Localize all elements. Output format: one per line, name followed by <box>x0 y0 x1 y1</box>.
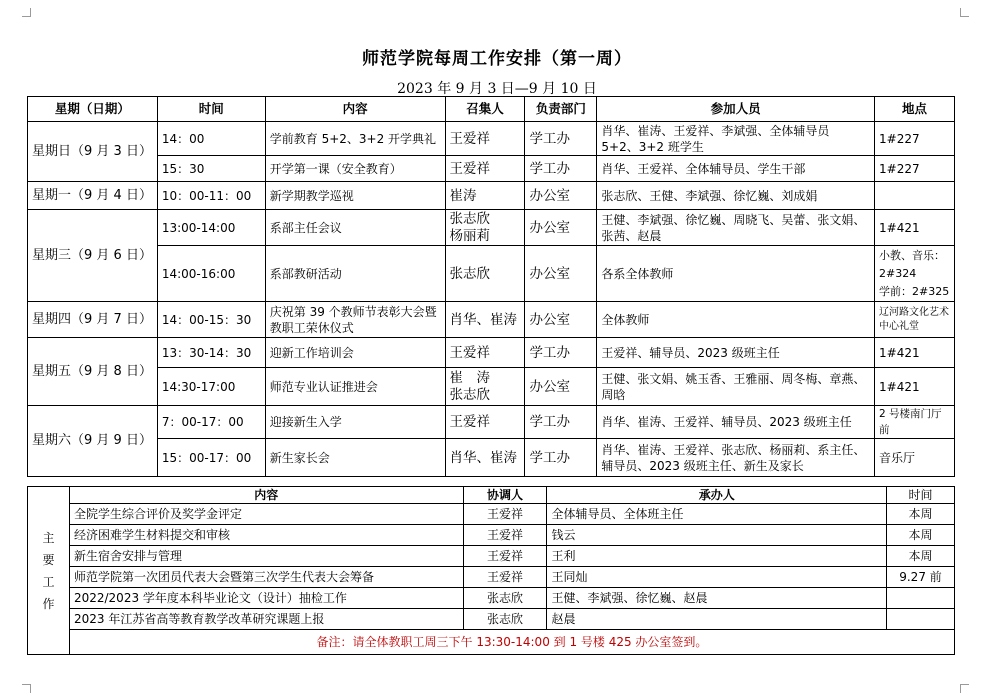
participants-cell: 全体教师 <box>597 302 875 338</box>
work-coordinator-cell: 王爱祥 <box>463 525 547 546</box>
location-cell: 1#421 <box>875 210 955 246</box>
table-row <box>28 210 955 246</box>
content-cell: 系部教研活动 <box>265 246 445 302</box>
participants-cell: 张志欣、王健、李斌强、徐忆巍、刘成娟 <box>597 182 875 210</box>
convener-cell: 肖华、崔涛 <box>445 302 525 338</box>
main-work-table <box>27 486 955 655</box>
department-cell: 办公室 <box>525 210 597 246</box>
location-cell: 音乐厅 <box>875 439 955 477</box>
location-cell: 1#421 <box>875 368 955 406</box>
time-cell: 13:00-14:00 <box>157 210 265 246</box>
work-header-content: 内容 <box>69 487 463 504</box>
work-time-cell: 本周 <box>887 504 955 525</box>
content-cell: 迎接新生入学 <box>265 406 445 439</box>
header-content: 内容 <box>265 97 445 122</box>
location-cell: 2 号楼南门厅前 <box>875 406 955 439</box>
table-row <box>28 439 955 477</box>
table-row <box>28 156 955 182</box>
content-cell: 庆祝第 39 个教师节表彰大会暨教职工荣休仪式 <box>265 302 445 338</box>
content-cell: 开学第一课（安全教育） <box>265 156 445 182</box>
work-content-cell: 2022/2023 学年度本科毕业论文（设计）抽检工作 <box>69 588 463 609</box>
participants-cell: 肖华、崔涛、王爱祥、辅导员、2023 级班主任 <box>597 406 875 439</box>
work-content-cell: 全院学生综合评价及奖学金评定 <box>69 504 463 525</box>
table-row <box>28 302 955 338</box>
header-location: 地点 <box>875 97 955 122</box>
table-row <box>28 246 955 302</box>
work-header-coordinator: 协调人 <box>463 487 547 504</box>
time-cell: 14:00-16:00 <box>157 246 265 302</box>
participants-cell: 王爱祥、辅导员、2023 级班主任 <box>597 338 875 368</box>
location-cell: 辽河路文化艺术中心礼堂 <box>875 302 955 338</box>
note-text: 备注：请全体教职工周三下午 13:30-14:00 到 1 号楼 425 办公室签到。 <box>69 630 954 655</box>
content-cell: 师范专业认证推进会 <box>265 368 445 406</box>
location-cell: 1#227 <box>875 156 955 182</box>
table-row <box>28 368 955 406</box>
participants-cell: 肖华、崔涛、王爱祥、李斌强、全体辅导员 5+2、3+2 班学生 <box>597 122 875 156</box>
main-work-label: 主要工作 <box>28 487 70 655</box>
time-cell: 15：00-17：00 <box>157 439 265 477</box>
department-cell: 办公室 <box>525 182 597 210</box>
participants-cell: 各系全体教师 <box>597 246 875 302</box>
department-cell: 学工办 <box>525 439 597 477</box>
work-content-cell: 师范学院第一次团员代表大会暨第三次学生代表大会筹备 <box>69 567 463 588</box>
corner-mark-top-left <box>22 8 31 17</box>
table-row <box>28 122 955 156</box>
department-cell: 学工办 <box>525 156 597 182</box>
corner-mark-bottom-left <box>22 684 31 693</box>
location-cell: 1#227 <box>875 122 955 156</box>
participants-cell: 王健、张文娟、姚玉香、王雅丽、周冬梅、章燕、周晗 <box>597 368 875 406</box>
day-cell: 星期三（9 月 6 日） <box>28 210 158 302</box>
header-convener: 召集人 <box>445 97 525 122</box>
time-cell: 7：00-17：00 <box>157 406 265 439</box>
schedule-header-row <box>28 97 955 122</box>
work-organizer-cell: 钱云 <box>547 525 887 546</box>
table-row <box>28 588 955 609</box>
work-coordinator-cell: 张志欣 <box>463 609 547 630</box>
time-cell: 10：00-11：00 <box>157 182 265 210</box>
table-row <box>28 182 955 210</box>
work-coordinator-cell: 张志欣 <box>463 588 547 609</box>
table-row <box>28 567 955 588</box>
time-cell: 14:30-17:00 <box>157 368 265 406</box>
day-cell: 星期一（9 月 4 日） <box>28 182 158 210</box>
content-cell: 新学期教学巡视 <box>265 182 445 210</box>
department-cell: 办公室 <box>525 246 597 302</box>
content-cell: 学前教育 5+2、3+2 开学典礼 <box>265 122 445 156</box>
work-content-cell: 2023 年江苏省高等教育教学改革研究课题上报 <box>69 609 463 630</box>
day-cell: 星期六（9 月 9 日） <box>28 406 158 477</box>
work-time-cell <box>887 588 955 609</box>
work-content-cell: 新生宿舍安排与管理 <box>69 546 463 567</box>
convener-cell: 王爱祥 <box>445 156 525 182</box>
participants-cell: 肖华、王爱祥、全体辅导员、学生干部 <box>597 156 875 182</box>
convener-cell: 崔涛 <box>445 182 525 210</box>
day-cell: 星期日（9 月 3 日） <box>28 122 158 182</box>
content-cell: 新生家长会 <box>265 439 445 477</box>
document-title: 师范学院每周工作安排（第一周） <box>362 49 632 69</box>
date-range: 2023 年 9 月 3 日—9 月 10 日 <box>397 81 597 97</box>
time-cell: 14：00 <box>157 122 265 156</box>
work-organizer-cell: 赵晨 <box>547 609 887 630</box>
work-time-cell: 本周 <box>887 546 955 567</box>
work-coordinator-cell: 王爱祥 <box>463 546 547 567</box>
table-row <box>28 504 955 525</box>
table-row <box>28 338 955 368</box>
corner-mark-bottom-right <box>960 684 969 693</box>
work-content-cell: 经济困难学生材料提交和审核 <box>69 525 463 546</box>
work-organizer-cell: 全体辅导员、全体班主任 <box>547 504 887 525</box>
convener-cell: 张志欣 <box>445 246 525 302</box>
work-time-cell <box>887 609 955 630</box>
convener-cell: 王爱祥 <box>445 338 525 368</box>
work-header-organizer: 承办人 <box>547 487 887 504</box>
header-time: 时间 <box>157 97 265 122</box>
department-cell: 学工办 <box>525 338 597 368</box>
corner-mark-top-right <box>960 8 969 17</box>
header-day: 星期（日期） <box>28 97 158 122</box>
table-row <box>28 609 955 630</box>
time-cell: 13：30-14：30 <box>157 338 265 368</box>
location-cell: 1#421 <box>875 338 955 368</box>
department-cell: 办公室 <box>525 302 597 338</box>
work-time-cell: 9.27 前 <box>887 567 955 588</box>
table-row <box>28 406 955 439</box>
header-department: 负责部门 <box>525 97 597 122</box>
participants-cell: 肖华、崔涛、王爱祥、张志欣、杨丽莉、系主任、辅导员、2023 级班主任、新生及家长 <box>597 439 875 477</box>
content-cell: 迎新工作培训会 <box>265 338 445 368</box>
convener-cell: 王爱祥 <box>445 406 525 439</box>
table-row <box>28 525 955 546</box>
department-cell: 学工办 <box>525 406 597 439</box>
work-coordinator-cell: 王爱祥 <box>463 567 547 588</box>
content-cell: 系部主任会议 <box>265 210 445 246</box>
location-cell: 小教、音乐：2#324 学前：2#325 <box>875 246 955 302</box>
department-cell: 学工办 <box>525 122 597 156</box>
work-organizer-cell: 王健、李斌强、徐忆巍、赵晨 <box>547 588 887 609</box>
schedule-table <box>27 96 955 477</box>
participants-cell: 王健、李斌强、徐忆巍、周晓飞、吴蕾、张文娟、张茜、赵晨 <box>597 210 875 246</box>
department-cell: 办公室 <box>525 368 597 406</box>
convener-cell: 王爱祥 <box>445 122 525 156</box>
convener-cell: 张志欣 杨丽莉 <box>445 210 525 246</box>
header-participants: 参加人员 <box>597 97 875 122</box>
time-cell: 15：30 <box>157 156 265 182</box>
work-coordinator-cell: 王爱祥 <box>463 504 547 525</box>
work-organizer-cell: 王利 <box>547 546 887 567</box>
work-header-time: 时间 <box>887 487 955 504</box>
note-row <box>28 630 955 655</box>
convener-cell: 肖华、崔涛 <box>445 439 525 477</box>
convener-cell: 崔 涛 张志欣 <box>445 368 525 406</box>
work-header-row <box>28 487 955 504</box>
work-time-cell: 本周 <box>887 525 955 546</box>
day-cell: 星期五（9 月 8 日） <box>28 338 158 406</box>
time-cell: 14：00-15：30 <box>157 302 265 338</box>
table-row <box>28 546 955 567</box>
location-cell <box>875 182 955 210</box>
work-organizer-cell: 王同灿 <box>547 567 887 588</box>
day-cell: 星期四（9 月 7 日） <box>28 302 158 338</box>
